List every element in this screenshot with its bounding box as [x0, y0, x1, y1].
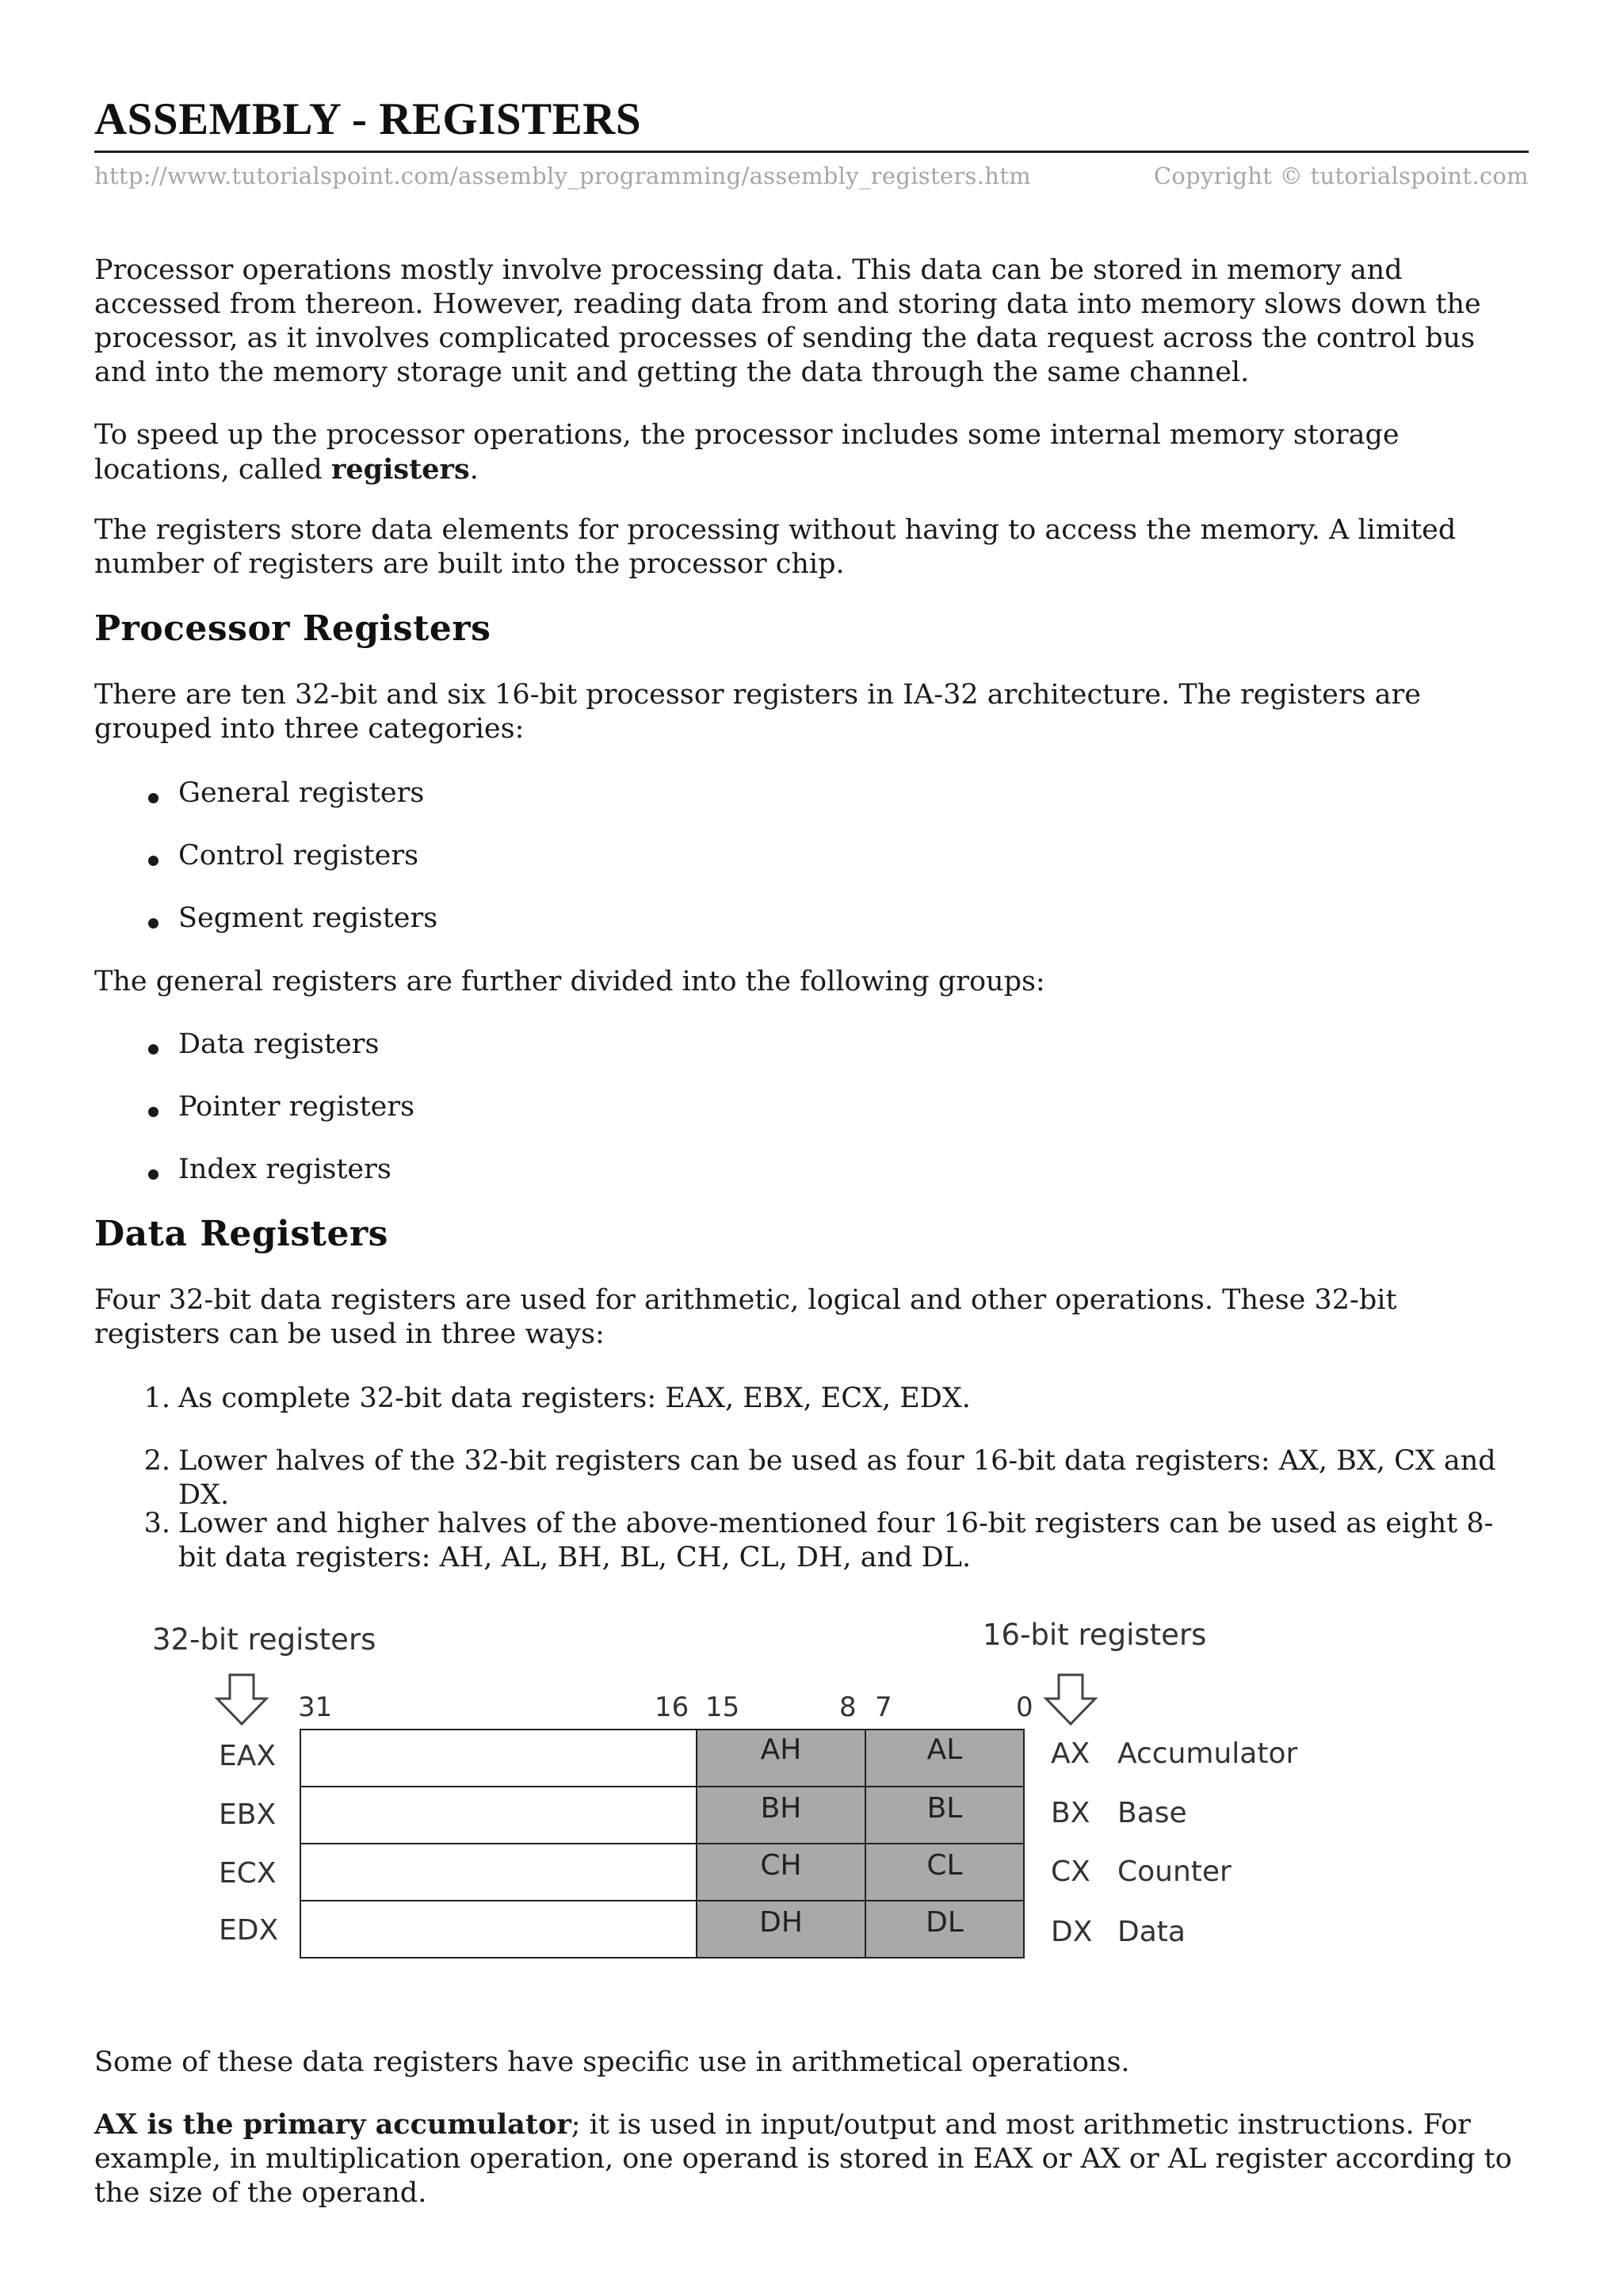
after-paragraph-1: Some of these data registers have specific use in arithmetical operations. — [94, 2046, 1130, 2078]
bit-label: 7 — [875, 1691, 892, 1723]
list-number: 2. — [143, 1445, 170, 1477]
register-low-byte-label: CL — [926, 1849, 963, 1882]
register-name: Base — [1117, 1797, 1187, 1829]
register-16-label: CX — [1051, 1855, 1090, 1888]
intro-paragraph-3: The registers store data elements for processing without having to access the memory. A limited number of registers are built into the processor chip. — [94, 514, 1457, 580]
register-16-label: AX — [1051, 1737, 1090, 1770]
label-16-bit-registers: 16-bit registers — [983, 1618, 1207, 1652]
bit-label: 0 — [1016, 1691, 1033, 1723]
registers-term: registers — [330, 453, 470, 486]
register-high-byte-label: BH — [760, 1792, 802, 1825]
source-url[interactable]: http://www.tutorialspoint.com/assembly_programming/assembly_registers.htm — [94, 162, 1031, 189]
register-32-label: EDX — [219, 1914, 279, 1947]
down-arrow-icon — [214, 1673, 269, 1727]
register-upper-cell — [300, 1786, 697, 1844]
list-bullet — [148, 1044, 158, 1055]
register-16-label: DX — [1051, 1916, 1093, 1948]
intro-p2-text: To speed up the processor operations, the processor includes some internal memory storage locations, called — [94, 419, 1400, 486]
list-number: 3. — [143, 1508, 170, 1539]
register-16-label: BX — [1051, 1797, 1090, 1829]
accumulator-term: AX is the primary accumulator — [94, 2108, 571, 2141]
list-item: Pointer registers — [178, 1091, 415, 1123]
intro-paragraph-2 — [94, 418, 1529, 487]
list-item: Index registers — [178, 1154, 391, 1185]
title-divider — [94, 151, 1529, 153]
register-name: Accumulator — [1117, 1737, 1298, 1770]
register-name: Counter — [1117, 1855, 1232, 1888]
list-item: Data registers — [178, 1028, 380, 1060]
processor-registers-text: There are ten 32-bit and six 16-bit processor registers in IA-32 architecture. The registers are grouped into three categories: — [94, 679, 1421, 745]
down-arrow-icon — [1043, 1673, 1098, 1727]
after-paragraph-2 — [94, 2107, 1529, 2210]
list-bullet — [148, 856, 158, 866]
register-upper-cell — [300, 1843, 697, 1901]
register-upper-cell — [300, 1729, 697, 1787]
register-high-byte-label: CH — [760, 1849, 802, 1882]
list-bullet — [148, 1169, 158, 1180]
register-low-byte-label: AL — [926, 1733, 963, 1766]
list-item: Lower halves of the 32-bit registers can be used as four 16-bit data registers: AX, BX, CX and DX. — [178, 1445, 1496, 1511]
groups-text: The general registers are further divided into the following groups: — [94, 966, 1045, 997]
list-number: 1. — [143, 1383, 170, 1414]
register-32-label: EAX — [219, 1740, 277, 1772]
register-low-byte-label: DL — [926, 1906, 964, 1939]
intro-paragraph-1: Processor operations mostly involve processing data. This data can be stored in memory and accessed from thereon. However, reading data from and storing data into memory slows down the processor, as it involves complicated processes of sending the data request across the control bus and into the memory storage unit and getting the data through the same channel. — [94, 254, 1481, 388]
register-name: Data — [1117, 1916, 1186, 1948]
list-item: Lower and higher halves of the above-mentioned four 16-bit registers can be used as eight 8-bit data registers: AH, AL, BH, BL, CH, CL, DH, and DL. — [178, 1508, 1494, 1573]
register-32-label: EBX — [219, 1798, 277, 1831]
list-item: As complete 32-bit data registers: EAX, EBX, ECX, EDX. — [178, 1383, 971, 1414]
list-item: Segment registers — [178, 902, 438, 934]
list-bullet — [148, 1107, 158, 1117]
bit-label: 16 — [655, 1691, 689, 1723]
list-bullet — [148, 793, 158, 803]
register-32-label: ECX — [219, 1857, 277, 1890]
register-low-byte-label: BL — [926, 1792, 963, 1825]
data-registers-heading: Data Registers — [94, 1214, 388, 1254]
bit-label: 15 — [705, 1691, 740, 1723]
after-p2-text: ; it is used in input/output and most arithmetic instructions. For example, in multiplication operation, one operand is stored in EAX or AX or AL register according to the size of the operand. — [94, 2109, 1512, 2209]
intro-p2-end: . — [469, 454, 479, 486]
bit-label: 8 — [839, 1691, 857, 1723]
list-bullet — [148, 918, 158, 929]
copyright-notice: Copyright © tutorialspoint.com — [1153, 162, 1529, 189]
list-item: General registers — [178, 777, 425, 809]
register-upper-cell — [300, 1900, 697, 1958]
page-title: ASSEMBLY - REGISTERS — [94, 94, 642, 144]
data-registers-text: Four 32-bit data registers are used for arithmetic, logical and other operations. These 32-bit registers can be used in three ways: — [94, 1284, 1397, 1350]
label-32-bit-registers: 32-bit registers — [152, 1623, 376, 1657]
list-item: Control registers — [178, 840, 419, 871]
register-high-byte-label: AH — [760, 1733, 802, 1766]
processor-registers-heading: Processor Registers — [94, 608, 491, 649]
bit-label: 31 — [298, 1691, 333, 1723]
register-high-byte-label: DH — [759, 1906, 803, 1939]
